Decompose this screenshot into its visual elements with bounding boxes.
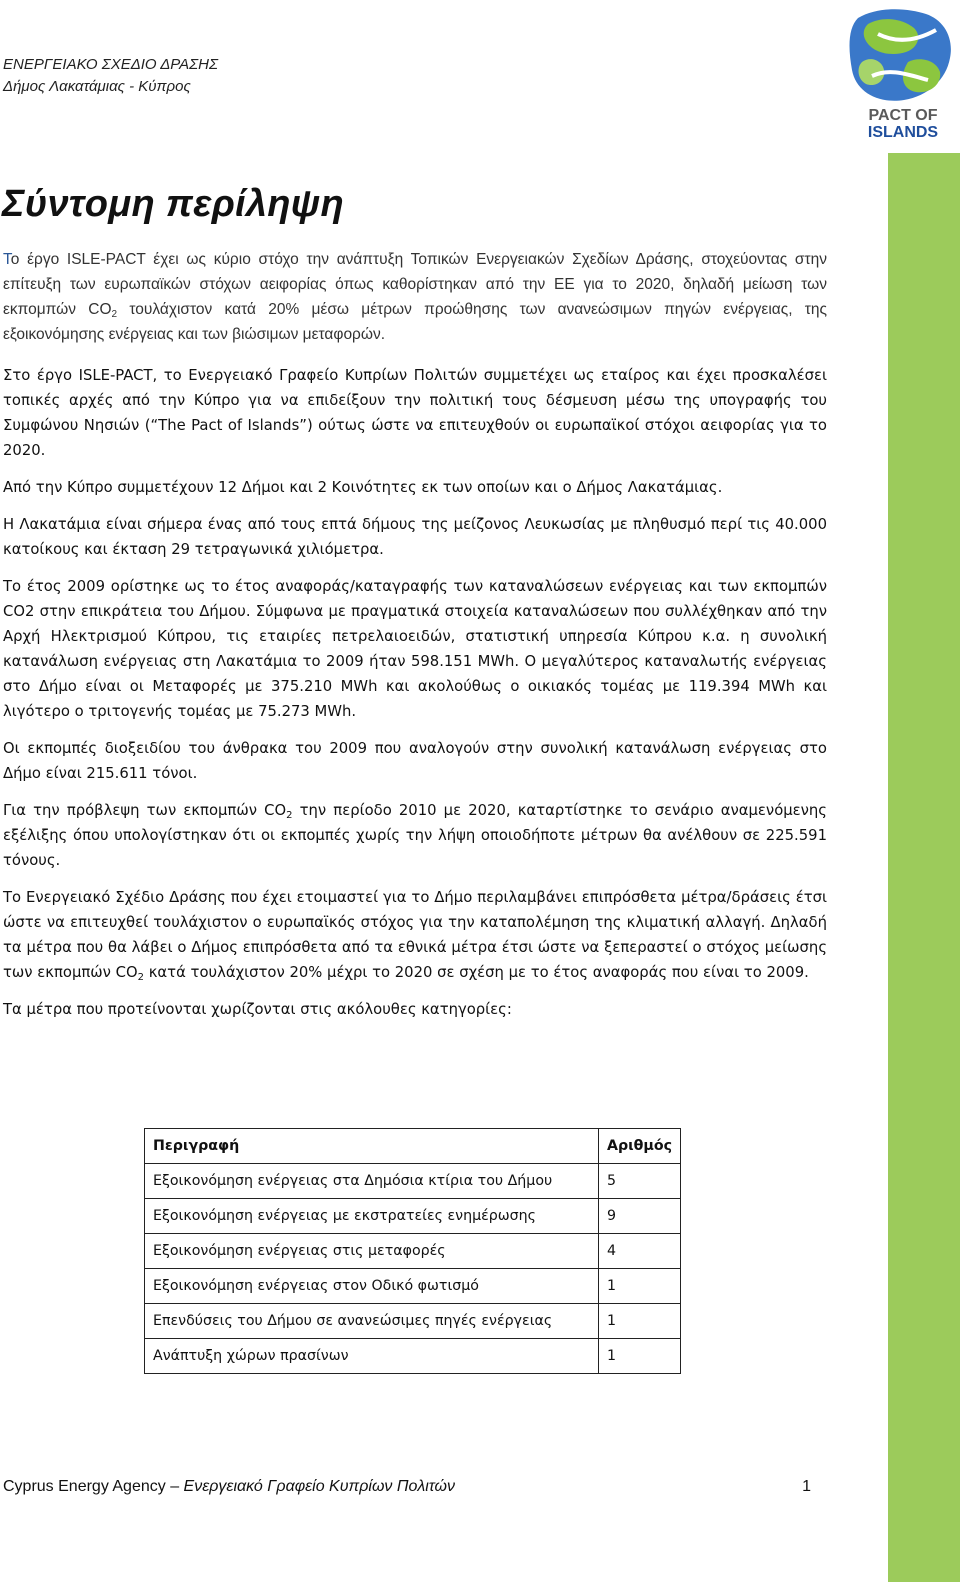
footer-dash: – (165, 1478, 184, 1495)
side-accent-bar (888, 153, 960, 1582)
row-description: Εξοικονόμηση ενέργειας με εκστρατείες ενημέρωσης (145, 1199, 599, 1234)
row-count: 9 (599, 1199, 681, 1234)
page-title: Σύντομη περίληψη (2, 183, 344, 225)
paragraph-emissions: Οι εκπομπές διοξειδίου του άνθρακα του 2009 που αναλογούν στην συνολική κατανάλωση ενέργειας στο Δήμο είναι 215.611 τόνοι. (3, 740, 827, 782)
row-description: Επενδύσεις του Δήμου σε ανανεώσιμες πηγές ενέργειας (145, 1304, 599, 1339)
column-header-count: Αριθμός (599, 1129, 681, 1164)
logo-text-islands: ISLANDS (867, 124, 939, 140)
table-row (145, 1164, 681, 1199)
footer-organization: Cyprus Energy Agency (3, 1478, 166, 1495)
row-count: 1 (599, 1269, 681, 1304)
paragraph-intro: Το έργο ISLE-PACT έχει ως κύριο στόχο την ανάπτυξη Τοπικών Ενεργειακών Σχεδίων Δράσης, στοχεύοντας στην επίτευξη των ευρωπαϊκών στόχων αειφορίας όπως καθορίστηκαν από την ΕΕ για το 2020, δηλαδή μείωση των εκπομπών $CO_2$ τουλάχιστον κατά 20% μέσω μέτρων προώθησης των ανανεώσιμων πηγών ενέργειας, της εξοικονόμησης ενέργειας και των βιώσιμων μεταφορών. (3, 251, 827, 343)
pact-of-islands-logo (848, 4, 958, 140)
page-number: 1 (802, 1478, 811, 1495)
row-description: Εξοικονόμηση ενέργειας στον Οδικό φωτισμό (145, 1269, 599, 1304)
footer-organization-greek: Ενεργειακό Γραφείο Κυπρίων Πολιτών (183, 1478, 456, 1495)
table-row (145, 1304, 681, 1339)
paragraph-participants: Από την Κύπρο συμμετέχουν 12 Δήμοι και 2 Κοινότητες εκ των οποίων και ο Δήμος Λακατάμιας. (3, 479, 723, 496)
paragraph-isle-pact: Στο έργο ISLE-PACT, το Ενεργειακό Γραφείο Κυπρίων Πολιτών συμμετέχει ως εταίρος και έχει προσκαλέσει τοπικές αρχές από την Κύπρο για να επιδείξουν την πολιτική τους δέσμευση μέσω της υπογραφής του Συμφώνου Νησιών (“The Pact of Islands”) ούτως ώστε να επιτευχθούν οι ευρωπαϊκοί στόχοι αειφορίας για το 2020. (3, 367, 827, 459)
paragraph-categories-intro: Τα μέτρα που προτείνονται χωρίζονται στις ακόλουθες κατηγορίες: (3, 1001, 512, 1018)
logo-text-pact: PACT OF (868, 107, 938, 124)
row-description: Εξοικονόμηση ενέργειας στις μεταφορές (145, 1234, 599, 1269)
column-header-description: Περιγραφή (145, 1129, 599, 1164)
header-municipality: Δήμος Λακατάμιας - Κύπρος (3, 78, 191, 95)
paragraph-forecast: Για την πρόβλεψη των εκπομπών $CO_2$ την περίοδο 2010 με 2020, καταρτίστηκε το σενάριο αναμενόμενης εξέλιξης όπου υπολογίστηκαν ότι οι εκπομπές χωρίς την λήψη οποιοδήποτε μέτρων θα ανέλθουν σε 225.591 τόνους. (3, 802, 827, 869)
row-count: 1 (599, 1304, 681, 1339)
table-row (145, 1339, 681, 1374)
measures-table (144, 1128, 681, 1374)
paragraph-lakatamia: Η Λακατάμια είναι σήμερα ένας από τους επτά δήμους της μείζονος Λευκωσίας με πληθυσμό περί τις 40.000 κατοίκους και έκταση 29 τετραγωνικά χιλιόμετρα. (3, 516, 827, 558)
table-row (145, 1234, 681, 1269)
row-description: Ανάπτυξη χώρων πρασίνων (145, 1339, 599, 1374)
row-count: 5 (599, 1164, 681, 1199)
table-row (145, 1199, 681, 1234)
paragraph-action-plan: Το Ενεργειακό Σχέδιο Δράσης που έχει ετοιμαστεί για το Δήμο περιλαμβάνει επιπρόσθετα μέτρα/δράσεις έτσι ώστε να επιτευχθεί τουλάχιστον ο ευρωπαϊκός στόχος για την καταπολέμηση της κλιματική αλλαγή. Δηλαδή τα μέτρα που θα λάβει ο Δήμος επιπρόσθετα από τα εθνικά μέτρα έτσι ώστε να ξεπεραστεί ο στόχος μείωσης των εκπομπών $CO_2$ κατά τουλάχιστον 20% μέχρι το 2020 σε σχέση με το έτος αναφοράς που είναι το 2009. (3, 889, 827, 983)
document-body (3, 247, 827, 1022)
row-description: Εξοικονόμηση ενέργειας στα Δημόσια κτίρια του Δήμου (145, 1164, 599, 1199)
paragraph-baseline-2009: Το έτος 2009 ορίστηκε ως το έτος αναφοράς/καταγραφής των καταναλώσεων ενέργειας και των εκπομπών CO2 στην επικράτεια του Δήμου. Σύμφωνα με πραγματικά στοιχεία καταναλώσεων που συλλέχθηκαν από την Αρχή Ηλεκτρισμού Κύπρου, τις εταιρίες πετρελαιοειδών, στατιστική υπηρεσία Κύπρου κ.α. η συνολική κατανάλωση ενέργειας στη Λακατάμια το 2009 ήταν 598.151 MWh. Ο μεγαλύτερος καταναλωτής ενέργειας στο Δήμο είναι οι Μεταφορές με 375.210 MWh και ακολούθως ο οικιακός τομέας με 119.394 MWh και λιγότερο ο τριτογενής τομέας με 75.273 MWh. (3, 578, 827, 720)
header-plan-title: ΕΝΕΡΓΕΙΑΚΟ ΣΧΕΔΙΟ ΔΡΑΣΗΣ (3, 56, 218, 73)
table-row (145, 1269, 681, 1304)
intro-first-letter: Τ (3, 251, 11, 268)
page-footer (3, 1478, 811, 1496)
row-count: 1 (599, 1339, 681, 1374)
document-header (3, 54, 218, 98)
row-count: 4 (599, 1234, 681, 1269)
table-header-row (145, 1129, 681, 1164)
